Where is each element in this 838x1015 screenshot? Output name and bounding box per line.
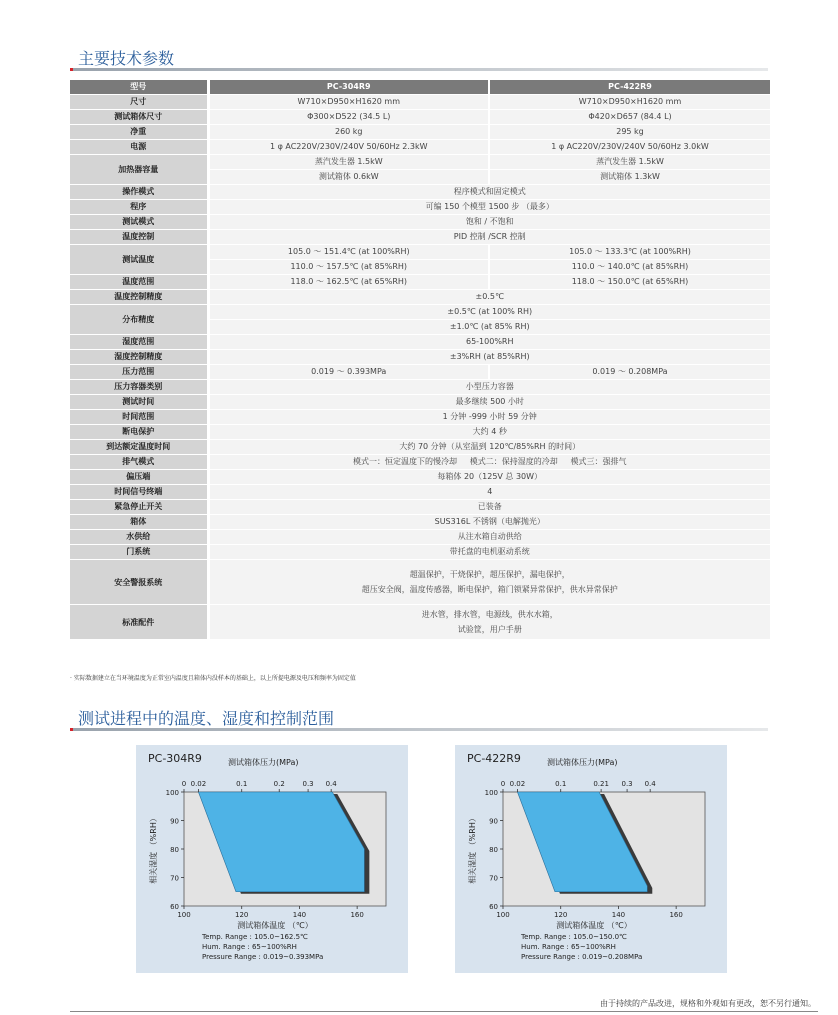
- chart-title: PC-422R9: [467, 752, 521, 765]
- cell: 蒸汽发生器 1.5kW: [208, 155, 489, 170]
- row-label: 偏压端: [70, 470, 208, 485]
- x-tick-label: 160: [669, 911, 683, 919]
- table-row: [70, 425, 770, 440]
- cell: 测试箱体 0.6kW: [208, 170, 489, 185]
- table-row: [70, 440, 770, 455]
- y-tick-label: 70: [489, 874, 498, 883]
- table-row: [70, 605, 770, 640]
- row-label: 测试温度: [70, 245, 208, 275]
- table-row: [70, 215, 770, 230]
- cell-line: 超压安全阀，温度传感器，断电保护，箱门锁紧异常保护，供水异常保护: [361, 585, 618, 594]
- cell: 带托盘的电机驱动系统: [208, 545, 770, 560]
- cell: 大约 70 分钟（从室温到 120℃/85%RH 的时间）: [208, 440, 770, 455]
- row-label: 分布精度: [70, 305, 208, 335]
- legend-temp-range: Temp. Range : 105.0~162.5℃: [202, 933, 308, 941]
- section-accent-mark: [70, 728, 73, 731]
- cell: Φ420×D657 (84.4 L): [489, 110, 770, 125]
- cell: 蒸汽发生器 1.5kW: [489, 155, 770, 170]
- cell: 0.019 ～ 0.208MPa: [489, 365, 770, 380]
- cell: 每箱体 20（125V 总 30W）: [208, 470, 770, 485]
- table-row: [70, 95, 770, 110]
- legend-temp-range: Temp. Range : 105.0~150.0℃: [521, 933, 627, 941]
- table-row: [70, 530, 770, 545]
- table-row: [70, 470, 770, 485]
- cell: W710×D950×H1620 mm: [208, 95, 489, 110]
- spec-table: [70, 80, 770, 640]
- y-axis-title: 相关湿度 （%RH）: [149, 814, 158, 884]
- cell: ±0.5℃ (at 100% RH): [208, 305, 770, 320]
- table-row: [70, 515, 770, 530]
- row-label: 湿度控制精度: [70, 350, 208, 365]
- x-tick-label: 140: [611, 911, 626, 919]
- cell: 大约 4 秒: [208, 425, 770, 440]
- row-label: 到达额定温度时间: [70, 440, 208, 455]
- x-tick-label: 100: [496, 911, 510, 919]
- table-row: [70, 500, 770, 515]
- row-label: 操作模式: [70, 185, 208, 200]
- row-label: 箱体: [70, 515, 208, 530]
- cell: 4: [208, 485, 770, 500]
- table-row: [70, 365, 770, 380]
- table-row: [70, 275, 770, 290]
- section-divider: [72, 728, 768, 731]
- cell: 118.0 ～ 162.5℃ (at 65%RH): [208, 275, 489, 290]
- table-row: [70, 110, 770, 125]
- row-label: 时间信号终端: [70, 485, 208, 500]
- cell: 测试箱体 1.3kW: [489, 170, 770, 185]
- table-row: [70, 155, 770, 170]
- cell: 从注水箱自动供给: [208, 530, 770, 545]
- row-label: 紧急停止开关: [70, 500, 208, 515]
- y-tick-label: 60: [489, 903, 498, 911]
- table-row: [70, 140, 770, 155]
- legend-pressure-range: Pressure Range : 0.019~0.208MPa: [521, 953, 643, 961]
- table-row: [70, 350, 770, 365]
- cell: 105.0 ～ 133.3℃ (at 100%RH): [489, 245, 770, 260]
- chart-pc-422r9: [455, 745, 727, 973]
- header-model-1: PC-304R9: [208, 80, 489, 95]
- table-row: [70, 485, 770, 500]
- y-tick-label: 90: [170, 817, 179, 826]
- disclaimer-note: 由于持续的产品改进，规格和外观如有更改，恕不另行通知。: [600, 999, 816, 1008]
- table-row: [70, 335, 770, 350]
- bottom-divider: [70, 1011, 818, 1012]
- row-label: 温度控制: [70, 230, 208, 245]
- row-label: 测试时间: [70, 395, 208, 410]
- cell-line: 进水管，排水管，电源线，供水水箱，: [421, 610, 558, 619]
- cell: ±3%RH (at 85%RH): [208, 350, 770, 365]
- pressure-tick-label: 0.3: [302, 780, 314, 788]
- table-row: [70, 410, 770, 425]
- section-title-specs: 主要技术参数: [78, 49, 175, 68]
- table-row: [70, 455, 770, 470]
- cell: 1 φ AC220V/230V/240V 50/60Hz 3.0kW: [489, 140, 770, 155]
- table-row: [70, 230, 770, 245]
- chart-svg: [455, 745, 727, 973]
- cell: 小型压力容器: [208, 380, 770, 395]
- row-label: 安全警报系统: [70, 560, 208, 605]
- table-row: [70, 305, 770, 320]
- section-accent-mark: [70, 68, 73, 71]
- y-axis-title: 相关湿度 （%RH）: [468, 814, 477, 884]
- row-label: 压力容器类别: [70, 380, 208, 395]
- cell: 程序模式和固定模式: [208, 185, 770, 200]
- pressure-tick-label: 0: [181, 780, 187, 788]
- pressure-tick-label: 0.4: [325, 780, 337, 788]
- cell: 1 分钟 -999 小时 59 分钟: [208, 410, 770, 425]
- cell: PID 控制 /SCR 控制: [208, 230, 770, 245]
- table-row: [70, 290, 770, 305]
- cell: SUS316L 不锈钢（电解抛光）: [208, 515, 770, 530]
- cell: W710×D950×H1620 mm: [489, 95, 770, 110]
- cell: 已装备: [208, 500, 770, 515]
- pressure-tick-label: 0.02: [509, 780, 526, 788]
- row-label: 程序: [70, 200, 208, 215]
- cell: 118.0 ～ 150.0℃ (at 65%RH): [489, 275, 770, 290]
- cell: 模式一：恒定温度下的慢冷却 模式二：保持湿度的冷却 模式三：强排气: [208, 455, 770, 470]
- pressure-tick-label: 0: [500, 780, 506, 788]
- pressure-tick-label: 0.1: [555, 780, 567, 788]
- section-title-charts: 测试进程中的温度、湿度和控制范围: [78, 709, 335, 728]
- table-row: [70, 125, 770, 140]
- cell: Φ300×D522 (34.5 L): [208, 110, 489, 125]
- cell: [208, 605, 770, 640]
- table-row: [70, 185, 770, 200]
- cell: 1 φ AC220V/230V/240V 50/60Hz 2.3kW: [208, 140, 489, 155]
- pressure-axis-title: 测试箱体压力(MPa): [547, 758, 618, 767]
- x-tick-label: 120: [554, 911, 568, 919]
- cell: 110.0 ～ 157.5℃ (at 85%RH): [208, 260, 489, 275]
- chart-title: PC-304R9: [148, 752, 202, 765]
- cell: ±1.0℃ (at 85% RH): [208, 320, 770, 335]
- cell: 260 kg: [208, 125, 489, 140]
- table-row: [70, 560, 770, 605]
- x-tick-label: 100: [177, 911, 191, 919]
- table-row: [70, 545, 770, 560]
- y-tick-label: 80: [170, 846, 179, 854]
- row-label: 温度控制精度: [70, 290, 208, 305]
- row-label: 测试模式: [70, 215, 208, 230]
- cell: 0.019 ～ 0.393MPa: [208, 365, 489, 380]
- table-row: [70, 395, 770, 410]
- y-tick-label: 70: [170, 874, 179, 883]
- y-tick-label: 100: [484, 789, 498, 797]
- row-label: 净重: [70, 125, 208, 140]
- row-label: 湿度范围: [70, 335, 208, 350]
- section-divider: [72, 68, 768, 71]
- cell: 65-100%RH: [208, 335, 770, 350]
- table-row: [70, 245, 770, 260]
- x-tick-label: 120: [235, 911, 249, 919]
- row-label: 水供给: [70, 530, 208, 545]
- row-label: 尺寸: [70, 95, 208, 110]
- x-axis-title: 测试箱体温度 （℃）: [556, 921, 632, 930]
- cell-line: 超温保护，干烧保护，超压保护，漏电保护，: [409, 570, 570, 579]
- legend-pressure-range: Pressure Range : 0.019~0.393MPa: [202, 953, 324, 961]
- pressure-tick-label: 0.3: [621, 780, 633, 788]
- row-label: 电源: [70, 140, 208, 155]
- row-label: 测试箱体尺寸: [70, 110, 208, 125]
- cell: 110.0 ～ 140.0℃ (at 85%RH): [489, 260, 770, 275]
- pressure-tick-label: 0.4: [644, 780, 656, 788]
- y-tick-label: 90: [489, 817, 498, 826]
- chart-pc-304r9: [136, 745, 408, 973]
- y-tick-label: 60: [170, 903, 179, 911]
- cell: [208, 560, 770, 605]
- x-tick-label: 140: [292, 911, 307, 919]
- x-tick-label: 160: [350, 911, 364, 919]
- row-label: 压力范围: [70, 365, 208, 380]
- y-tick-label: 80: [489, 846, 498, 854]
- row-label: 标准配件: [70, 605, 208, 640]
- cell: ±0.5℃: [208, 290, 770, 305]
- header-label: 型号: [70, 80, 208, 95]
- cell: 105.0 ～ 151.4℃ (at 100%RH): [208, 245, 489, 260]
- table-row: [70, 200, 770, 215]
- header-model-2: PC-422R9: [489, 80, 770, 95]
- legend-hum-range: Hum. Range : 65~100%RH: [202, 943, 297, 951]
- table-header-row: [70, 80, 770, 95]
- pressure-tick-label: 0.21: [593, 780, 609, 788]
- cell: 最多继续 500 小时: [208, 395, 770, 410]
- footnote: · 实际数据建立在当环境温度为正常室内温度且箱体内没样本的基础上，以上所提电源及电压和频率为固定值: [70, 675, 356, 682]
- x-axis-title: 测试箱体温度 （℃）: [237, 921, 313, 930]
- cell: 295 kg: [489, 125, 770, 140]
- row-label: 门系统: [70, 545, 208, 560]
- table-row: [70, 380, 770, 395]
- pressure-tick-label: 0.2: [273, 780, 285, 788]
- y-tick-label: 100: [165, 789, 179, 797]
- row-label: 加热器容量: [70, 155, 208, 185]
- chart-svg: [136, 745, 408, 973]
- cell-line: 试验筐，用户手册: [457, 625, 522, 634]
- pressure-tick-label: 0.02: [190, 780, 207, 788]
- pressure-tick-label: 0.1: [236, 780, 248, 788]
- cell: 可编 150 个模型 1500 步 （最多）: [208, 200, 770, 215]
- row-label: 断电保护: [70, 425, 208, 440]
- cell: 饱和 / 不饱和: [208, 215, 770, 230]
- row-label: 时间范围: [70, 410, 208, 425]
- pressure-axis-title: 测试箱体压力(MPa): [228, 758, 299, 767]
- legend-hum-range: Hum. Range : 65~100%RH: [521, 943, 616, 951]
- row-label: 温度范围: [70, 275, 208, 290]
- row-label: 排气模式: [70, 455, 208, 470]
